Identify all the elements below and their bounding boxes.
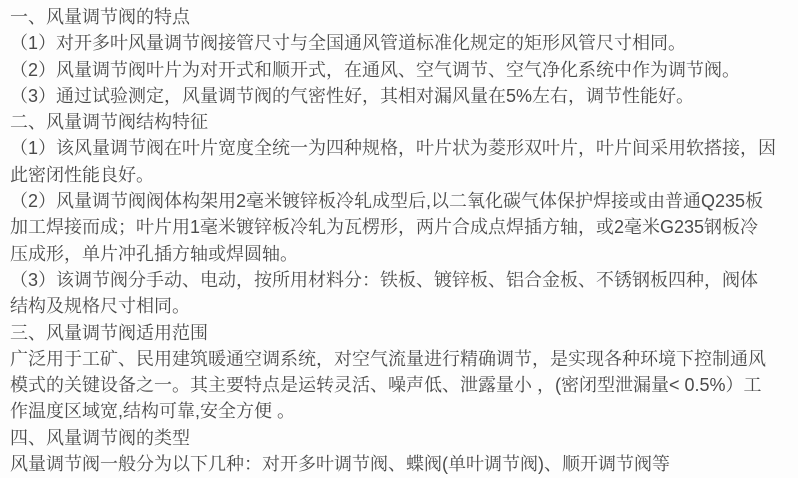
text-line: 压成形，单片冲孔插方轴或焊圆轴。	[10, 243, 298, 264]
text-line: （1）该风量调节阀在叶片宽度全统一为四种规格，叶片状为菱形双叶片，叶片间采用软搭接，因	[10, 138, 777, 159]
text-line: （1）对开多叶风量调节阀接管尺寸与全国通风管道标准化规定的矩形风管尺寸相同。	[10, 33, 687, 54]
section-heading: 一、风量调节阀的特点	[10, 7, 190, 27]
section-heading: 三、风量调节阀适用范围	[10, 322, 208, 343]
text-line: （3）该调节阀分手动、电动，按所用材料分：铁板、镀锌板、铝合金板、不锈钢板四种，阀体	[10, 269, 759, 290]
section-heading: 二、风量调节阀结构特征	[10, 112, 208, 133]
text-line: 此密闭性能良好。	[10, 164, 154, 185]
text-line: （3）通过试验测定，风量调节阀的气密性好，其相对漏风量在5%左右，调节性能好。	[10, 85, 695, 106]
text-line: （2）风量调节阀阀体构架用2毫米镀锌板冷轧成型后,以二氧化碳气体保护焊接或由普通Q235板	[10, 191, 764, 212]
text-line: 风量调节阀一般分为以下几种：对开多叶调节阀、蝶阀(单叶调节阀)、顺开调节阀等	[10, 454, 670, 475]
section-heading: 四、风量调节阀的类型	[10, 427, 190, 448]
text-line: 加工焊接而成；叶片用1毫米镀锌板冷轧为瓦楞形，两片合成点焊插方轴，或2毫米G235钢板冷	[10, 217, 759, 238]
text-line: （2）风量调节阀叶片为对开式和顺开式，在通风、空气调节、空气净化系统中作为调节阀。	[10, 59, 741, 80]
text-line: 模式的关键设备之一。其主要特点是运转灵活、噪声低、泄露量小 ，(密闭型泄漏量< 0.5%）工	[10, 375, 762, 396]
text-line: 作温度区域宽,结构可靠,安全方便 。	[10, 401, 296, 422]
text-line: 广泛用于工矿、民用建筑暖通空调系统，对空气流量进行精确调节，是实现各种环境下控制通风	[10, 348, 766, 369]
text-line: 结构及规格尺寸相同。	[10, 296, 190, 317]
